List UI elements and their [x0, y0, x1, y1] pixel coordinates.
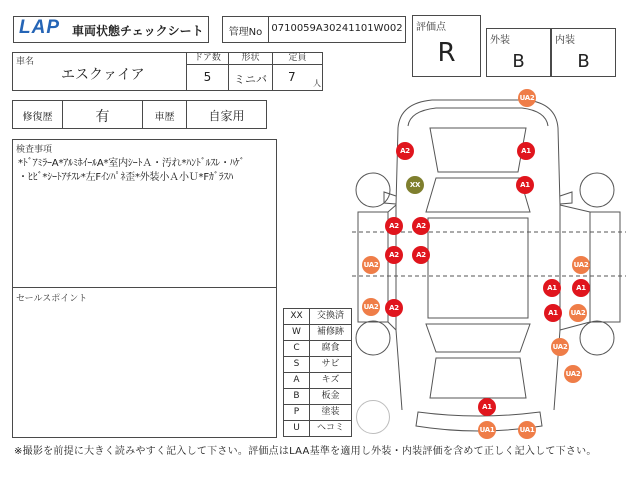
management-no-label: 管理No — [228, 27, 263, 38]
car-name-value: エスクァイア — [61, 67, 145, 83]
damage-marker: XX — [406, 176, 424, 194]
legend-meaning: 交換済 — [309, 308, 352, 325]
legend-meaning: サビ — [309, 356, 352, 373]
damage-marker: A2 — [412, 246, 430, 264]
interior-grade-value: B — [577, 51, 590, 72]
sales-point-label: セールスポイント — [16, 294, 88, 304]
usage-label: 車歴 — [154, 112, 175, 123]
damage-marker: UA1 — [478, 421, 496, 439]
exterior-grade-value: B — [512, 51, 525, 72]
capacity-label: 定員 — [288, 53, 307, 63]
legend-meaning: ヘコミ — [309, 420, 352, 437]
windshield-outline — [426, 178, 530, 212]
body-type-label: 形状 — [241, 53, 260, 63]
overall-grade-label: 評価点 — [416, 22, 446, 33]
damage-marker: UA2 — [551, 338, 569, 356]
front-left-tire — [356, 173, 390, 207]
legend-code: U — [283, 420, 310, 437]
legend-meaning: 補修跡 — [309, 324, 352, 341]
damage-marker: UA2 — [362, 298, 380, 316]
doors-label: ドア数 — [194, 53, 221, 63]
roof-outline — [428, 218, 528, 318]
damage-marker: A2 — [396, 142, 414, 160]
right-mirror-outline — [560, 192, 572, 204]
damage-marker: A2 — [385, 299, 403, 317]
damage-marker: A1 — [517, 142, 535, 160]
footer-note: ※撮影を前提に大きく読みやすく記入して下さい。評価点はLAA基準を適用し外装・内装評価を含めて正しく記入して下さい。 — [14, 446, 597, 457]
front-bumper-inner — [408, 108, 548, 126]
damage-marker: A2 — [385, 217, 403, 235]
legend-meaning: 腐食 — [309, 340, 352, 357]
lap-logo: LAP — [19, 17, 60, 38]
legend-code: A — [283, 372, 310, 389]
tailgate-outline — [430, 358, 526, 398]
management-no-value: 0710059A30241101W002 — [271, 23, 403, 34]
usage-value: 自家用 — [208, 109, 245, 123]
damage-marker: A2 — [385, 246, 403, 264]
inspection-label: 検査事項 — [16, 145, 53, 155]
legend-meaning: 板金 — [309, 388, 352, 405]
doors-value: 5 — [203, 70, 212, 84]
front-right-tire — [580, 173, 614, 207]
legend-code: S — [283, 356, 310, 373]
damage-marker: UA2 — [564, 365, 582, 383]
rear-window-outline — [426, 324, 530, 352]
rear-left-tire — [356, 321, 390, 355]
front-bumper-outline — [398, 100, 558, 128]
body-outline — [396, 128, 560, 410]
inspection-line: ・ﾋﾋﾞ*ｼｰﾄｱﾁｽﾚ*左Fｲﾝﾊﾟﾈ歪*外装小Ａ小Ｕ*Fｶﾞﾗｽﾊ — [18, 172, 234, 183]
legend-meaning: 塗装 — [309, 404, 352, 421]
damage-marker: UA2 — [362, 256, 380, 274]
damage-marker: UA2 — [569, 304, 587, 322]
rear-right-tire — [580, 321, 614, 355]
legend-code: W — [283, 324, 310, 341]
sheet-title: 車両状態チェックシート — [72, 24, 204, 38]
exterior-grade-label: 外装 — [490, 35, 510, 46]
damage-marker: A1 — [543, 279, 561, 297]
damage-marker: A1 — [572, 279, 590, 297]
repair-history-label: 修復歴 — [22, 112, 53, 123]
damage-marker: A2 — [412, 217, 430, 235]
damage-marker: A1 — [544, 304, 562, 322]
damage-marker: A1 — [478, 398, 496, 416]
damage-marker: UA2 — [572, 256, 590, 274]
overall-grade-value: R — [437, 38, 456, 68]
inspection-line: *ﾄﾞｱﾐﾗｰA*ｱﾙﾐﾎｲｰﾙA*室内ｼｰﾄＡ・汚れ*ﾊﾝﾄﾞﾙｽﾚ・ﾊｹﾞ — [18, 158, 245, 169]
legend-code: C — [283, 340, 310, 357]
stamp-circle — [356, 400, 390, 434]
capacity-unit: 人 — [313, 79, 321, 88]
legend-meaning: キズ — [309, 372, 352, 389]
interior-grade-label: 内装 — [555, 35, 575, 46]
damage-marker: UA2 — [518, 89, 536, 107]
legend-code: B — [283, 388, 310, 405]
damage-marker: UA1 — [518, 421, 536, 439]
body-type-value: ミニバ — [234, 73, 267, 86]
car-name-label: 車名 — [16, 57, 35, 67]
hood-outline — [430, 128, 526, 172]
legend-code: P — [283, 404, 310, 421]
capacity-value: 7 — [288, 70, 296, 84]
legend-code: XX — [283, 308, 310, 325]
repair-history-value: 有 — [95, 109, 110, 125]
damage-marker: A1 — [516, 176, 534, 194]
